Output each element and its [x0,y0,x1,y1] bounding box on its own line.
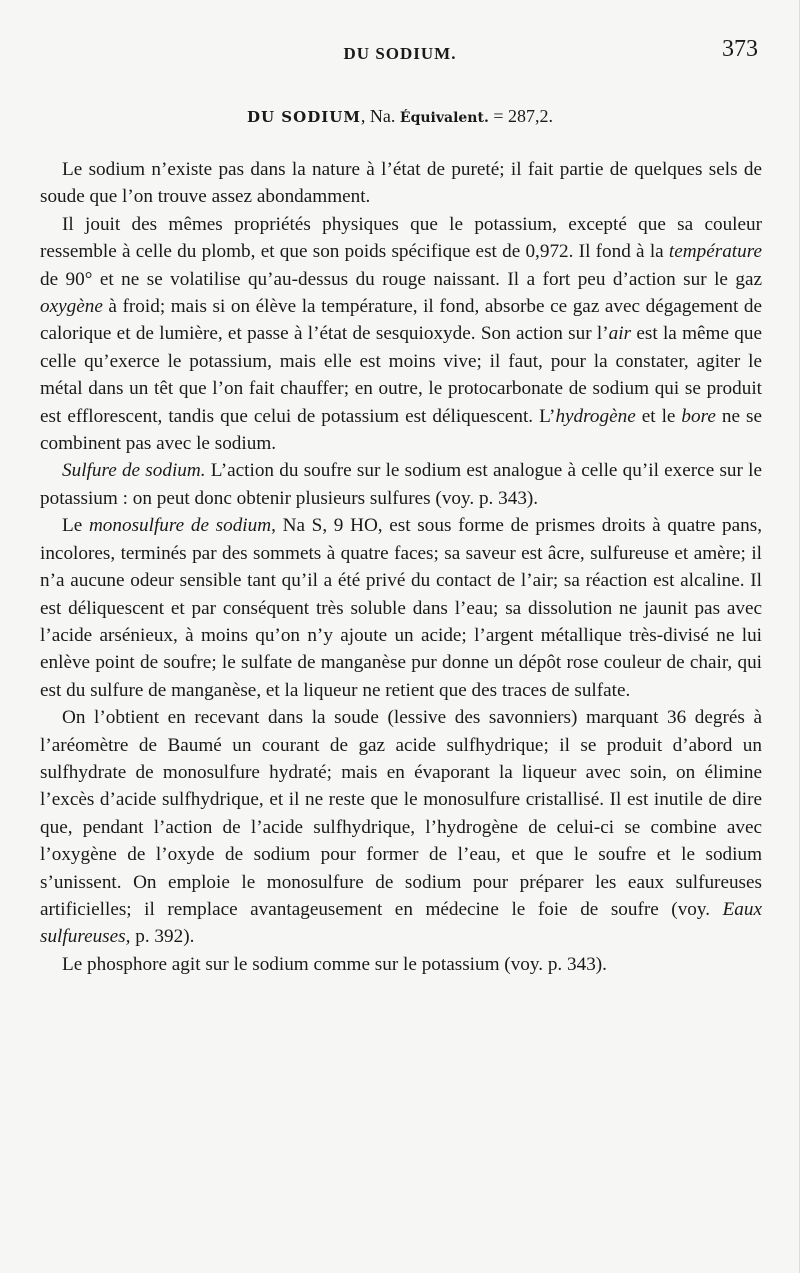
page-number: 373 [722,36,758,62]
running-title: DU SODIUM. [343,44,457,63]
italic-term: monosulfure de sodium [88,515,272,537]
italic-term: bore [681,405,716,427]
paragraph-text: Le [62,515,89,537]
paragraph-text: , Na S, 9 HO, est sous forme de prismes droits à quatre pans, incolores, terminés par des sommets à quatre faces; sa saveur est âcre, sulfureuse et amère; il n’a aucune odeur sensible tant qu’il a été privé du contact de l’air; sa réaction est alcaline. Il est déliquescent et par conséquent très soluble dans l’eau; sa dissolution ne jaunit pas avec l’acide arsénieux, à moins qu’on n’y ajoute un acide; l’argent métallique très-divisé ne lui enlève point de soufre; le sulfate de manganèse pur donne un dépôt rose couleur de chair, qui est du sulfure de manganèse, et la liqueur ne retient que des traces de sulfate. [40,515,762,701]
paragraph-text: Le phosphore agit sur le sodium comme sur le potassium (voy. p. 343). [62,953,607,975]
equivalent-value: = 287,2. [488,106,553,126]
element-symbol: , Na. [360,106,396,126]
paragraph-preparation [40,704,762,951]
italic-term: Eaux sulfureuses, [40,898,762,948]
body-text [40,156,762,978]
italic-term: hydrogène [555,405,636,427]
paragraph-phosphore [40,951,762,978]
paragraph-text: On l’obtient en recevant dans la soude (lessive des savonniers) marquant 36 degrés à l’aréomètre de Baumé un courant de gaz acide sulfhydrique; il se produit d’abord un sulfhydrate de monosulfure hydraté; mais en évaporant la liqueur avec soin, on élimine l’excès d’acide sulfhydrique, et il ne reste que le monosulfure cristallisé. Il est inutile de dire que, pendant l’action de l’acide sulfhydrique, l’hydrogène de celui-ci se combine avec l’oxygène de l’oxyde de sodium pour former de l’eau, et que le soufre et le sodium s’unissent. On emploie le monosulfure de sodium pour préparer les eaux sulfureuses artificielles; il remplace avantageusement en médecine le foie de soufre (voy. [40,707,762,920]
paragraph-text: et le [635,405,682,427]
section-heading-italic: Sulfure de sodium. [62,460,206,482]
paragraph-text: Le sodium n’existe pas dans la nature à l’état de pureté; il fait partie de quelques sels de soude que l’on trouve assez abondamment. [40,159,762,208]
paragraph-intro [40,156,762,211]
article-heading [0,104,800,130]
italic-term: oxygène [40,296,103,318]
paragraph-text: de 90° et ne se volatilise qu’au-dessus du rouge naissant. Il a fort peu d’action sur le gaz [40,268,762,290]
italic-term: air [608,323,632,345]
paragraph-text: p. 392). [130,926,195,948]
paragraph-text: ne se combinent pas avec le sodium. [40,405,762,455]
paragraph-monosulfure [40,512,762,704]
element-name: DU SODIUM [247,108,361,126]
paragraph-text: L’action du soufre sur le sodium est analogue à celle qu’il exerce sur le potassium : on peut donc obtenir plusieurs sulfures (voy. p. 343). [40,460,762,509]
running-head [0,36,800,70]
equivalent-label: Équivalent. [399,110,489,126]
paragraph-properties [40,211,762,458]
paragraph-text: à froid; mais si on élève la température, il fond, absorbe ce gaz avec dégagement de calorique et de lumière, et passe à l’état de sesquioxyde. Son action sur l’ [40,296,762,345]
italic-term: température [668,241,762,263]
paragraph-text: est la même que celle qu’exerce le potassium, mais elle est moins vive; il faut, pour la constater, agiter le métal dans un têt que l’on fait chauffer; en outre, le protocarbonate de sodium qui se produit est efflorescent, tandis que celui de potassium est déliquescent. L’ [40,323,762,427]
paragraph-sulfure [40,457,762,512]
paragraph-text: Il jouit des mêmes propriétés physiques que le potassium, excepté que sa couleur ressemble à celle du plomb, et que son poids spécifique est de 0,972. Il fond à la [40,213,762,263]
